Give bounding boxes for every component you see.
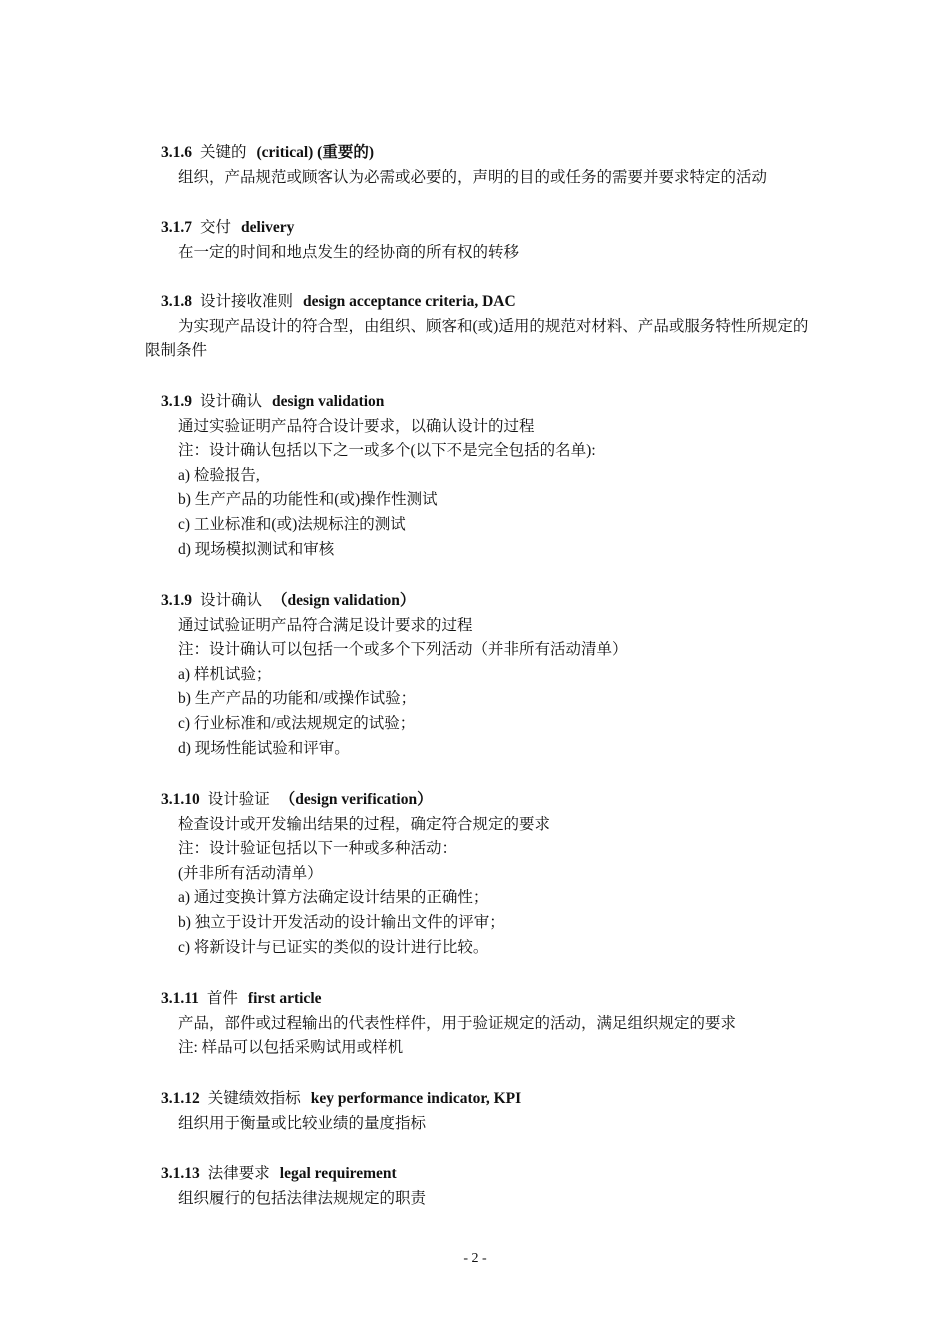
definition-heading bbox=[145, 390, 815, 415]
term-english: key performance indicator, KPI bbox=[310, 1090, 522, 1107]
term-chinese: 设计接收准则 bbox=[200, 293, 294, 310]
page-number: - 2 - bbox=[463, 1251, 487, 1266]
list-item: b) 生产产品的功能和/或操作试验； bbox=[178, 690, 417, 708]
list-item: a) 通过变换计算方法确定设计结果的正确性； bbox=[178, 889, 489, 907]
definition-3-1-7 bbox=[145, 216, 815, 265]
term-english: (critical) (重要的) bbox=[256, 144, 375, 161]
definition-heading bbox=[145, 141, 815, 166]
clause-number: 3.1.8 bbox=[161, 293, 192, 310]
term-english: delivery bbox=[241, 219, 295, 236]
definition-text: 组织用于衡量或比较业绩的量度指标 bbox=[178, 1114, 427, 1132]
definition-3-1-12 bbox=[145, 1087, 815, 1136]
definition-heading bbox=[145, 1087, 815, 1112]
term-english: design validation bbox=[272, 393, 385, 410]
definition-3-1-8 bbox=[145, 290, 815, 364]
term-english: legal requirement bbox=[279, 1165, 397, 1182]
definition-text: 通过试验证明产品符合满足设计要求的过程 bbox=[178, 616, 473, 634]
list-item: c) 将新设计与已证实的类似的设计进行比较。 bbox=[178, 938, 489, 956]
term-chinese: 法律要求 bbox=[207, 1165, 270, 1182]
definition-text: 通过实验证明产品符合设计要求，以确认设计的过程 bbox=[178, 417, 535, 435]
definition-heading bbox=[145, 1162, 815, 1187]
term-chinese: 关键绩效指标 bbox=[207, 1090, 301, 1107]
term-chinese: 设计验证 bbox=[207, 791, 270, 808]
definition-3-1-13 bbox=[145, 1162, 815, 1211]
list-item: d) 现场模拟测试和审核 bbox=[178, 540, 335, 558]
definition-heading bbox=[145, 216, 815, 241]
clause-number: 3.1.6 bbox=[161, 144, 192, 161]
term-english: design acceptance criteria, DAC bbox=[303, 293, 516, 310]
list-item: b) 生产产品的功能性和(或)操作性测试 bbox=[178, 491, 438, 509]
list-item: c) 工业标准和(或)法规标注的测试 bbox=[178, 515, 406, 533]
term-chinese: 交付 bbox=[200, 219, 232, 236]
clause-number: 3.1.9 bbox=[161, 592, 192, 609]
list-item: a) 检验报告, bbox=[178, 466, 260, 484]
clause-number: 3.1.13 bbox=[161, 1165, 200, 1182]
term-chinese: 关键的 bbox=[200, 144, 247, 161]
definition-text: 组织，产品规范或顾客认为必需或必要的，声明的目的或任务的需要并要求特定的活动 bbox=[178, 168, 768, 186]
definition-text: 为实现产品设计的符合型，由组织、顾客和(或)适用的规范对材料、产品或服务特性所规定的限制条件 bbox=[145, 317, 809, 360]
clause-number: 3.1.11 bbox=[161, 990, 199, 1007]
note-text: 注：设计确认包括以下之一或多个(以下不是完全包括的名单): bbox=[178, 442, 596, 460]
term-chinese: 设计确认 bbox=[200, 393, 263, 410]
definition-3-1-6 bbox=[145, 141, 815, 190]
clause-number: 3.1.10 bbox=[161, 791, 200, 808]
note-text: 注: 样品可以包括采购试用或样机 bbox=[178, 1039, 404, 1057]
note-text: 注：设计验证包括以下一种或多种活动： bbox=[178, 840, 458, 858]
definition-text: 组织履行的包括法律法规规定的职责 bbox=[178, 1189, 427, 1207]
definition-heading bbox=[145, 788, 815, 813]
note-text: 注：设计确认可以包括一个或多个下列活动（并非所有活动清单） bbox=[178, 641, 628, 659]
list-item: c) 行业标准和/或法规规定的试验； bbox=[178, 714, 416, 732]
definition-heading bbox=[145, 589, 815, 614]
term-english: （design verification） bbox=[279, 791, 433, 808]
definition-text: 产品，部件或过程输出的代表性样件，用于验证规定的活动，满足组织规定的要求 bbox=[178, 1014, 737, 1032]
definition-heading bbox=[145, 290, 815, 315]
definition-text: 在一定的时间和地点发生的经协商的所有权的转移 bbox=[178, 243, 520, 261]
definition-3-1-11 bbox=[145, 987, 815, 1061]
note-text: (并非所有活动清单） bbox=[178, 864, 323, 882]
term-english: first article bbox=[247, 990, 322, 1007]
definition-heading bbox=[145, 987, 815, 1012]
clause-number: 3.1.12 bbox=[161, 1090, 200, 1107]
definition-3-1-9-b bbox=[145, 589, 815, 761]
definition-text: 检查设计或开发输出结果的过程，确定符合规定的要求 bbox=[178, 815, 551, 833]
term-chinese: 首件 bbox=[206, 990, 238, 1007]
definition-3-1-9-a bbox=[145, 390, 815, 562]
list-item: b) 独立于设计开发活动的设计输出文件的评审； bbox=[178, 913, 505, 931]
list-item: a) 样机试验； bbox=[178, 665, 272, 683]
clause-number: 3.1.9 bbox=[161, 393, 192, 410]
term-chinese: 设计确认 bbox=[200, 592, 263, 609]
clause-number: 3.1.7 bbox=[161, 219, 192, 236]
list-item: d) 现场性能试验和评审。 bbox=[178, 739, 350, 757]
term-english: （design validation） bbox=[272, 592, 416, 609]
definition-3-1-10 bbox=[145, 788, 815, 960]
